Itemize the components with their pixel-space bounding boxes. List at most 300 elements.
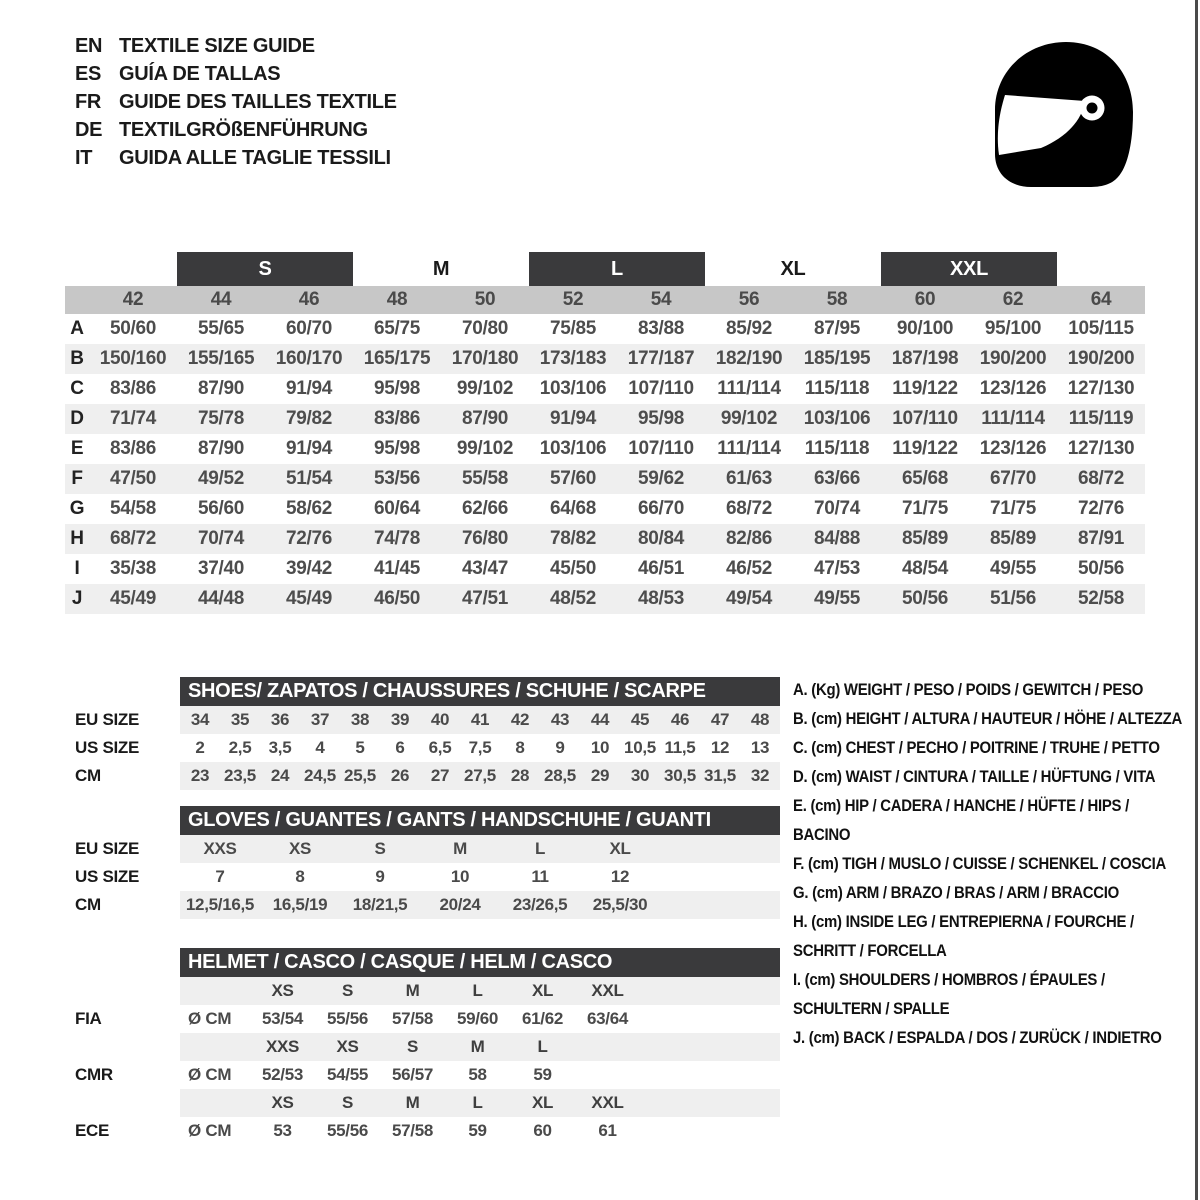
standard-label: CMR bbox=[75, 1065, 113, 1084]
size-value-cell: 56/57 bbox=[391, 1065, 434, 1084]
size-value-cell: 95/98 bbox=[373, 438, 421, 459]
size-value-cell: 55/56 bbox=[326, 1121, 369, 1140]
row-values bbox=[180, 734, 780, 762]
size-value-cell: 46/50 bbox=[373, 588, 421, 609]
size-value-cell: 61/62 bbox=[521, 1009, 564, 1028]
size-value-cell: 8 bbox=[295, 867, 305, 886]
size-value-cell: 5 bbox=[355, 738, 365, 757]
size-value-cell: 48/53 bbox=[637, 588, 685, 609]
size-value-cell: 56/60 bbox=[197, 498, 245, 519]
size-value-cell: 83/86 bbox=[109, 378, 157, 399]
size-value-cell: 59 bbox=[533, 1065, 552, 1084]
size-value-cell: 103/106 bbox=[539, 378, 607, 399]
size-value-cell: 12 bbox=[710, 738, 730, 757]
size-value-cell: 43/47 bbox=[461, 558, 509, 579]
size-value-cell: 36 bbox=[270, 710, 290, 729]
size-value-cell: 52/53 bbox=[261, 1065, 304, 1084]
size-value-cell: 11 bbox=[531, 867, 549, 886]
size-value-cell: 30 bbox=[630, 766, 650, 785]
size-value-cell: 45 bbox=[630, 710, 650, 729]
size-value-cell: 187/198 bbox=[891, 348, 959, 369]
table-row bbox=[65, 554, 1145, 584]
gloves-table-title: GLOVES / GUANTES / GANTS / HANDSCHUHE / GUANTI bbox=[180, 806, 780, 835]
size-value-cell: 20/24 bbox=[439, 895, 481, 914]
row-values bbox=[180, 863, 780, 891]
table-row bbox=[65, 734, 780, 762]
helmet-size-label: XXL bbox=[591, 981, 624, 1000]
size-value-cell: 9 bbox=[375, 867, 385, 886]
size-value-cell: 111/114 bbox=[981, 408, 1045, 429]
size-value-cell: 115/119 bbox=[1068, 408, 1134, 429]
size-value-cell: 127/130 bbox=[1067, 438, 1135, 459]
size-value-cell: 48/52 bbox=[549, 588, 597, 609]
row-values bbox=[180, 1089, 780, 1117]
size-value-cell: 90/100 bbox=[896, 318, 954, 339]
size-value-cell: 60 bbox=[533, 1121, 552, 1140]
size-value-cell: 63/64 bbox=[586, 1009, 629, 1028]
numeric-size-label: 46 bbox=[298, 289, 320, 310]
size-value-cell: 115/118 bbox=[804, 378, 870, 399]
row-label: US SIZE bbox=[75, 867, 140, 886]
size-value-cell: 4 bbox=[315, 738, 325, 757]
helmet-size-table bbox=[65, 948, 780, 1145]
size-value-cell: 72/76 bbox=[1077, 498, 1125, 519]
size-value-cell: 28,5 bbox=[544, 766, 576, 785]
size-value-cell: 85/89 bbox=[989, 528, 1037, 549]
table-row bbox=[65, 584, 1145, 614]
size-value-cell: 70/74 bbox=[197, 528, 245, 549]
size-group-header-row bbox=[65, 252, 1145, 286]
shoes-table-title: SHOES/ ZAPATOS / CHAUSSURES / SCHUHE / SCARPE bbox=[180, 677, 780, 706]
helmet-size-label: S bbox=[406, 1037, 419, 1056]
language-title-list bbox=[75, 32, 397, 172]
size-value-cell: 16,5/19 bbox=[272, 895, 328, 914]
size-value-cell: 72/76 bbox=[285, 528, 333, 549]
shoes-table-body bbox=[65, 706, 780, 790]
table-row bbox=[65, 1089, 780, 1117]
size-value-cell: 59 bbox=[468, 1121, 487, 1140]
size-value-cell: 75/85 bbox=[549, 318, 597, 339]
size-value-cell: 37/40 bbox=[197, 558, 245, 579]
size-value-cell: 70/74 bbox=[813, 498, 861, 519]
numeric-size-label: 60 bbox=[914, 289, 936, 310]
helmet-size-label: XL bbox=[531, 1093, 554, 1112]
standard-label: ECE bbox=[75, 1121, 110, 1140]
size-value-cell: 45/49 bbox=[285, 588, 333, 609]
helmet-size-label: L bbox=[472, 981, 483, 1000]
row-label: CM bbox=[75, 766, 101, 785]
row-values bbox=[180, 1117, 780, 1145]
size-value-cell: 107/110 bbox=[628, 438, 694, 459]
helmet-table-title: HELMET / CASCO / CASQUE / HELM / CASCO bbox=[180, 948, 780, 977]
legend-item: H. (cm) INSIDE LEG / ENTREPIERNA / FOURCHE / SCHRITT / FORCELLA bbox=[793, 913, 1134, 960]
size-value-cell: 103/106 bbox=[803, 408, 871, 429]
size-value-cell: 53 bbox=[273, 1121, 292, 1140]
size-value-cell: 111/114 bbox=[717, 378, 781, 399]
size-value-cell: 87/91 bbox=[1077, 528, 1125, 549]
table-row bbox=[65, 494, 1145, 524]
size-value-cell: 57/60 bbox=[549, 468, 597, 489]
numeric-size-header-row bbox=[65, 286, 1145, 314]
size-value-cell: 150/160 bbox=[99, 348, 167, 369]
size-value-cell: 71/74 bbox=[109, 408, 157, 429]
size-value-cell: 45/50 bbox=[549, 558, 597, 579]
legend-item: E. (cm) HIP / CADERA / HANCHE / HÜFTE / HIPS / BACINO bbox=[793, 797, 1129, 844]
size-value-cell: 65/68 bbox=[901, 468, 949, 489]
size-value-cell: 12,5/16,5 bbox=[185, 895, 255, 914]
size-group-xl: XL bbox=[780, 257, 806, 280]
helmet-size-label: XXS bbox=[265, 1037, 300, 1056]
size-value-cell: 48/54 bbox=[901, 558, 949, 579]
row-label: A bbox=[70, 318, 84, 339]
helmet-size-label: L bbox=[472, 1093, 483, 1112]
size-value-cell: XXS bbox=[203, 839, 237, 858]
size-value-cell: 84/88 bbox=[813, 528, 861, 549]
language-row bbox=[75, 116, 397, 144]
size-value-cell: 18/21,5 bbox=[352, 895, 408, 914]
size-value-cell: 25,5 bbox=[344, 766, 376, 785]
size-value-cell: 82/86 bbox=[725, 528, 773, 549]
size-value-cell: 99/102 bbox=[720, 408, 778, 429]
numeric-size-label: 50 bbox=[474, 289, 496, 310]
size-value-cell: 91/94 bbox=[285, 438, 333, 459]
size-value-cell: 62/66 bbox=[461, 498, 509, 519]
size-value-cell: 123/126 bbox=[979, 378, 1047, 399]
table-row bbox=[65, 374, 1145, 404]
size-value-cell: 30,5 bbox=[664, 766, 696, 785]
language-title: GUÍA DE TALLAS bbox=[119, 62, 281, 85]
size-value-cell: 173/183 bbox=[539, 348, 607, 369]
numeric-size-label: 44 bbox=[210, 289, 232, 310]
numeric-size-label: 48 bbox=[386, 289, 408, 310]
size-value-cell: 87/95 bbox=[813, 318, 861, 339]
helmet-icon bbox=[982, 38, 1142, 196]
size-value-cell: L bbox=[534, 839, 546, 858]
size-value-cell: 68/72 bbox=[725, 498, 773, 519]
size-value-cell: 44 bbox=[590, 710, 610, 729]
diameter-unit-label: Ø CM bbox=[188, 1121, 232, 1140]
size-value-cell: 63/66 bbox=[813, 468, 861, 489]
size-value-cell: 50/56 bbox=[1077, 558, 1125, 579]
size-value-cell: 60/64 bbox=[373, 498, 421, 519]
size-value-cell: 13 bbox=[750, 738, 770, 757]
measurement-legend bbox=[793, 676, 1186, 1053]
size-value-cell: 68/72 bbox=[1077, 468, 1125, 489]
language-code: ES bbox=[75, 62, 102, 85]
size-value-cell: 51/56 bbox=[989, 588, 1037, 609]
size-value-cell: 49/55 bbox=[813, 588, 861, 609]
size-value-cell: 67/70 bbox=[989, 468, 1037, 489]
table-row bbox=[65, 706, 780, 734]
page-right-border bbox=[1195, 0, 1198, 1200]
size-value-cell: 78/82 bbox=[549, 528, 597, 549]
size-value-cell: 37 bbox=[310, 710, 330, 729]
size-value-cell: 48 bbox=[750, 710, 770, 729]
language-code: DE bbox=[75, 118, 103, 141]
numeric-size-label: 58 bbox=[826, 289, 848, 310]
size-value-cell: 46 bbox=[670, 710, 690, 729]
size-value-cell: 107/110 bbox=[892, 408, 958, 429]
size-value-cell: 99/102 bbox=[456, 378, 514, 399]
language-row bbox=[75, 88, 397, 116]
size-value-cell: 47/53 bbox=[813, 558, 861, 579]
size-value-cell: 99/102 bbox=[456, 438, 514, 459]
size-value-cell: 35/38 bbox=[109, 558, 157, 579]
row-label: EU SIZE bbox=[75, 839, 140, 858]
size-value-cell: 23 bbox=[190, 766, 210, 785]
row-label: CM bbox=[75, 895, 101, 914]
size-value-cell: 155/165 bbox=[187, 348, 255, 369]
table-row bbox=[65, 1117, 780, 1145]
numeric-size-label: 42 bbox=[122, 289, 144, 310]
size-value-cell: 42 bbox=[510, 710, 530, 729]
size-value-cell: 27,5 bbox=[464, 766, 496, 785]
size-value-cell: 58 bbox=[468, 1065, 487, 1084]
size-value-cell: 74/78 bbox=[373, 528, 421, 549]
row-values bbox=[180, 835, 780, 863]
size-value-cell: 105/115 bbox=[1068, 318, 1134, 339]
size-value-cell: 103/106 bbox=[539, 438, 607, 459]
size-value-cell: XS bbox=[288, 839, 312, 858]
legend-item: A. (Kg) WEIGHT / PESO / POIDS / GEWITCH / PESO bbox=[793, 681, 1144, 699]
size-value-cell: 6,5 bbox=[428, 738, 452, 757]
legend-item: B. (cm) HEIGHT / ALTURA / HAUTEUR / HÖHE / ALTEZZA bbox=[793, 710, 1183, 728]
table-row bbox=[65, 404, 1145, 434]
row-label: J bbox=[71, 588, 83, 609]
legend-item: G. (cm) ARM / BRAZO / BRAS / ARM / BRACCIO bbox=[793, 884, 1119, 902]
legend-item: I. (cm) SHOULDERS / HOMBROS / ÉPAULES / SCHULTERN / SPALLE bbox=[793, 971, 1105, 1018]
helmet-size-label: XL bbox=[531, 981, 554, 1000]
size-value-cell: 70/80 bbox=[461, 318, 509, 339]
table-row bbox=[65, 1061, 780, 1089]
row-label: E bbox=[70, 438, 84, 459]
helmet-size-label: XXL bbox=[591, 1093, 624, 1112]
legend-item: F. (cm) TIGH / MUSLO / CUISSE / SCHENKEL / COSCIA bbox=[793, 855, 1167, 873]
helmet-size-label: XS bbox=[271, 1093, 294, 1112]
size-value-cell: 71/75 bbox=[901, 498, 949, 519]
numeric-size-label: 56 bbox=[738, 289, 760, 310]
table-row bbox=[65, 464, 1145, 494]
table-row bbox=[65, 1033, 780, 1061]
legend-item: D. (cm) WAIST / CINTURA / TAILLE / HÜFTUNG / VITA bbox=[793, 768, 1156, 786]
diameter-unit-label: Ø CM bbox=[188, 1065, 232, 1084]
size-value-cell: 10,5 bbox=[624, 738, 656, 757]
size-group-s: S bbox=[177, 252, 353, 286]
size-value-cell: 8 bbox=[515, 738, 525, 757]
size-value-cell: 80/84 bbox=[637, 528, 685, 549]
size-value-cell: 49/55 bbox=[989, 558, 1037, 579]
size-value-cell: 79/82 bbox=[285, 408, 333, 429]
numeric-size-label: 54 bbox=[650, 289, 672, 310]
helmet-size-label: M bbox=[470, 1037, 485, 1056]
size-value-cell: 7,5 bbox=[468, 738, 492, 757]
size-value-cell: XL bbox=[609, 839, 631, 858]
size-value-cell: 24 bbox=[270, 766, 290, 785]
legend-item: J. (cm) BACK / ESPALDA / DOS / ZURÜCK / INDIETRO bbox=[793, 1029, 1162, 1047]
size-value-cell: 182/190 bbox=[715, 348, 783, 369]
row-values bbox=[180, 1005, 780, 1033]
size-value-cell: 57/58 bbox=[391, 1009, 434, 1028]
size-value-cell: 2,5 bbox=[228, 738, 252, 757]
size-value-cell: 7 bbox=[215, 867, 225, 886]
size-value-cell: 52/58 bbox=[1077, 588, 1125, 609]
size-value-cell: 27 bbox=[430, 766, 450, 785]
size-value-cell: 47/51 bbox=[461, 588, 509, 609]
size-value-cell: 91/94 bbox=[549, 408, 597, 429]
standard-label: FIA bbox=[75, 1009, 102, 1028]
row-label: F bbox=[71, 468, 83, 489]
size-value-cell: 119/122 bbox=[892, 438, 958, 459]
size-value-cell: 71/75 bbox=[989, 498, 1037, 519]
numeric-size-label: 52 bbox=[562, 289, 584, 310]
table-row bbox=[65, 835, 780, 863]
language-code: FR bbox=[75, 90, 102, 113]
size-value-cell: 40 bbox=[430, 710, 450, 729]
language-title: TEXTILGRÖßENFÜHRUNG bbox=[119, 118, 368, 141]
size-value-cell: 111/114 bbox=[717, 438, 781, 459]
size-value-cell: 49/54 bbox=[725, 588, 773, 609]
size-value-cell: 47/50 bbox=[109, 468, 157, 489]
size-value-cell: 2 bbox=[195, 738, 205, 757]
size-value-cell: 127/130 bbox=[1067, 378, 1135, 399]
size-value-cell: M bbox=[453, 839, 467, 858]
table-row bbox=[65, 434, 1145, 464]
helmet-size-label: L bbox=[537, 1037, 548, 1056]
size-value-cell: 190/200 bbox=[1067, 348, 1135, 369]
size-value-cell: 95/98 bbox=[373, 378, 421, 399]
size-value-cell: 46/51 bbox=[637, 558, 685, 579]
table-row bbox=[65, 891, 780, 919]
table-row bbox=[65, 1005, 780, 1033]
row-label: G bbox=[69, 498, 85, 519]
size-value-cell: 83/86 bbox=[373, 408, 421, 429]
size-value-cell: 54/58 bbox=[109, 498, 157, 519]
helmet-size-label: M bbox=[405, 981, 420, 1000]
numeric-size-label: 62 bbox=[1002, 289, 1024, 310]
size-value-cell: 29 bbox=[590, 766, 610, 785]
size-value-cell: 59/60 bbox=[456, 1009, 499, 1028]
language-title: TEXTILE SIZE GUIDE bbox=[119, 34, 315, 57]
size-value-cell: 39 bbox=[390, 710, 410, 729]
size-value-cell: 23,5 bbox=[224, 766, 256, 785]
gloves-table-body bbox=[65, 835, 780, 919]
helmet-size-label: XS bbox=[336, 1037, 359, 1056]
size-value-cell: 38 bbox=[350, 710, 370, 729]
helmet-size-label: M bbox=[405, 1093, 420, 1112]
size-value-cell: 75/78 bbox=[197, 408, 245, 429]
size-value-cell: 26 bbox=[390, 766, 410, 785]
size-value-cell: 35 bbox=[230, 710, 250, 729]
size-value-cell: 95/98 bbox=[637, 408, 685, 429]
size-value-cell: 87/90 bbox=[461, 408, 509, 429]
size-group-xxl: XXL bbox=[881, 252, 1057, 286]
size-value-cell: 87/90 bbox=[197, 378, 245, 399]
size-value-cell: 34 bbox=[190, 710, 210, 729]
size-value-cell: 9 bbox=[555, 738, 565, 757]
size-value-cell: 60/70 bbox=[285, 318, 333, 339]
language-code: EN bbox=[75, 34, 103, 57]
row-label: C bbox=[70, 378, 84, 399]
row-values bbox=[180, 762, 780, 790]
size-value-cell: 50/56 bbox=[901, 588, 949, 609]
size-value-cell: 57/58 bbox=[391, 1121, 434, 1140]
size-value-cell: 47 bbox=[710, 710, 730, 729]
language-row bbox=[75, 60, 397, 88]
size-value-cell: 41 bbox=[470, 710, 490, 729]
size-value-cell: 11,5 bbox=[664, 738, 696, 757]
row-label: I bbox=[74, 558, 80, 579]
size-value-cell: 95/100 bbox=[984, 318, 1042, 339]
size-value-cell: 85/92 bbox=[725, 318, 773, 339]
size-value-cell: 64/68 bbox=[549, 498, 597, 519]
size-value-cell: 54/55 bbox=[326, 1065, 369, 1084]
size-value-cell: 24,5 bbox=[304, 766, 336, 785]
helmet-size-label: XS bbox=[271, 981, 294, 1000]
row-values bbox=[180, 891, 780, 919]
size-value-cell: 23/26,5 bbox=[512, 895, 568, 914]
language-code: IT bbox=[75, 146, 93, 169]
table-row bbox=[65, 344, 1145, 374]
size-value-cell: 123/126 bbox=[979, 438, 1047, 459]
table-row bbox=[65, 977, 780, 1005]
row-label: D bbox=[70, 408, 84, 429]
language-title: GUIDE DES TAILLES TEXTILE bbox=[119, 90, 397, 113]
size-value-cell: 41/45 bbox=[373, 558, 421, 579]
language-row bbox=[75, 144, 397, 172]
size-value-cell: 83/88 bbox=[637, 318, 685, 339]
size-value-cell: 55/58 bbox=[461, 468, 509, 489]
helmet-size-label: S bbox=[341, 981, 354, 1000]
size-value-cell: 12 bbox=[610, 867, 630, 886]
size-value-cell: 58/62 bbox=[285, 498, 333, 519]
size-value-cell: 44/48 bbox=[197, 588, 245, 609]
size-value-cell: 85/89 bbox=[901, 528, 949, 549]
size-value-cell: 65/75 bbox=[373, 318, 421, 339]
size-value-cell: 31,5 bbox=[704, 766, 736, 785]
numeric-size-label: 64 bbox=[1090, 289, 1112, 310]
size-value-cell: 50/60 bbox=[109, 318, 157, 339]
size-value-cell: 170/180 bbox=[451, 348, 519, 369]
language-row bbox=[75, 32, 397, 60]
row-label: US SIZE bbox=[75, 738, 140, 757]
size-value-cell: 177/187 bbox=[627, 348, 695, 369]
size-group-m: M bbox=[432, 257, 450, 280]
size-value-cell: 46/52 bbox=[725, 558, 773, 579]
row-values bbox=[180, 1033, 780, 1061]
size-value-cell: 55/56 bbox=[326, 1009, 369, 1028]
shoes-size-table bbox=[65, 677, 780, 790]
size-value-cell: 51/54 bbox=[285, 468, 333, 489]
size-value-cell: 66/70 bbox=[637, 498, 685, 519]
helmet-table-body bbox=[65, 977, 780, 1145]
size-value-cell: 10 bbox=[450, 867, 470, 886]
table-row bbox=[65, 314, 1145, 344]
language-title: GUIDA ALLE TAGLIE TESSILI bbox=[119, 146, 391, 169]
size-value-cell: 45/49 bbox=[109, 588, 157, 609]
size-value-cell: 28 bbox=[510, 766, 530, 785]
size-value-cell: 59/62 bbox=[637, 468, 685, 489]
textile-size-table-body bbox=[65, 314, 1145, 614]
size-value-cell: 68/72 bbox=[109, 528, 157, 549]
row-values bbox=[180, 1061, 780, 1089]
size-value-cell: 32 bbox=[750, 766, 770, 785]
size-value-cell: 190/200 bbox=[979, 348, 1047, 369]
table-row bbox=[65, 524, 1145, 554]
size-value-cell: 115/118 bbox=[804, 438, 870, 459]
size-value-cell: 61/63 bbox=[725, 468, 773, 489]
size-value-cell: S bbox=[374, 839, 386, 858]
size-value-cell: 165/175 bbox=[363, 348, 431, 369]
